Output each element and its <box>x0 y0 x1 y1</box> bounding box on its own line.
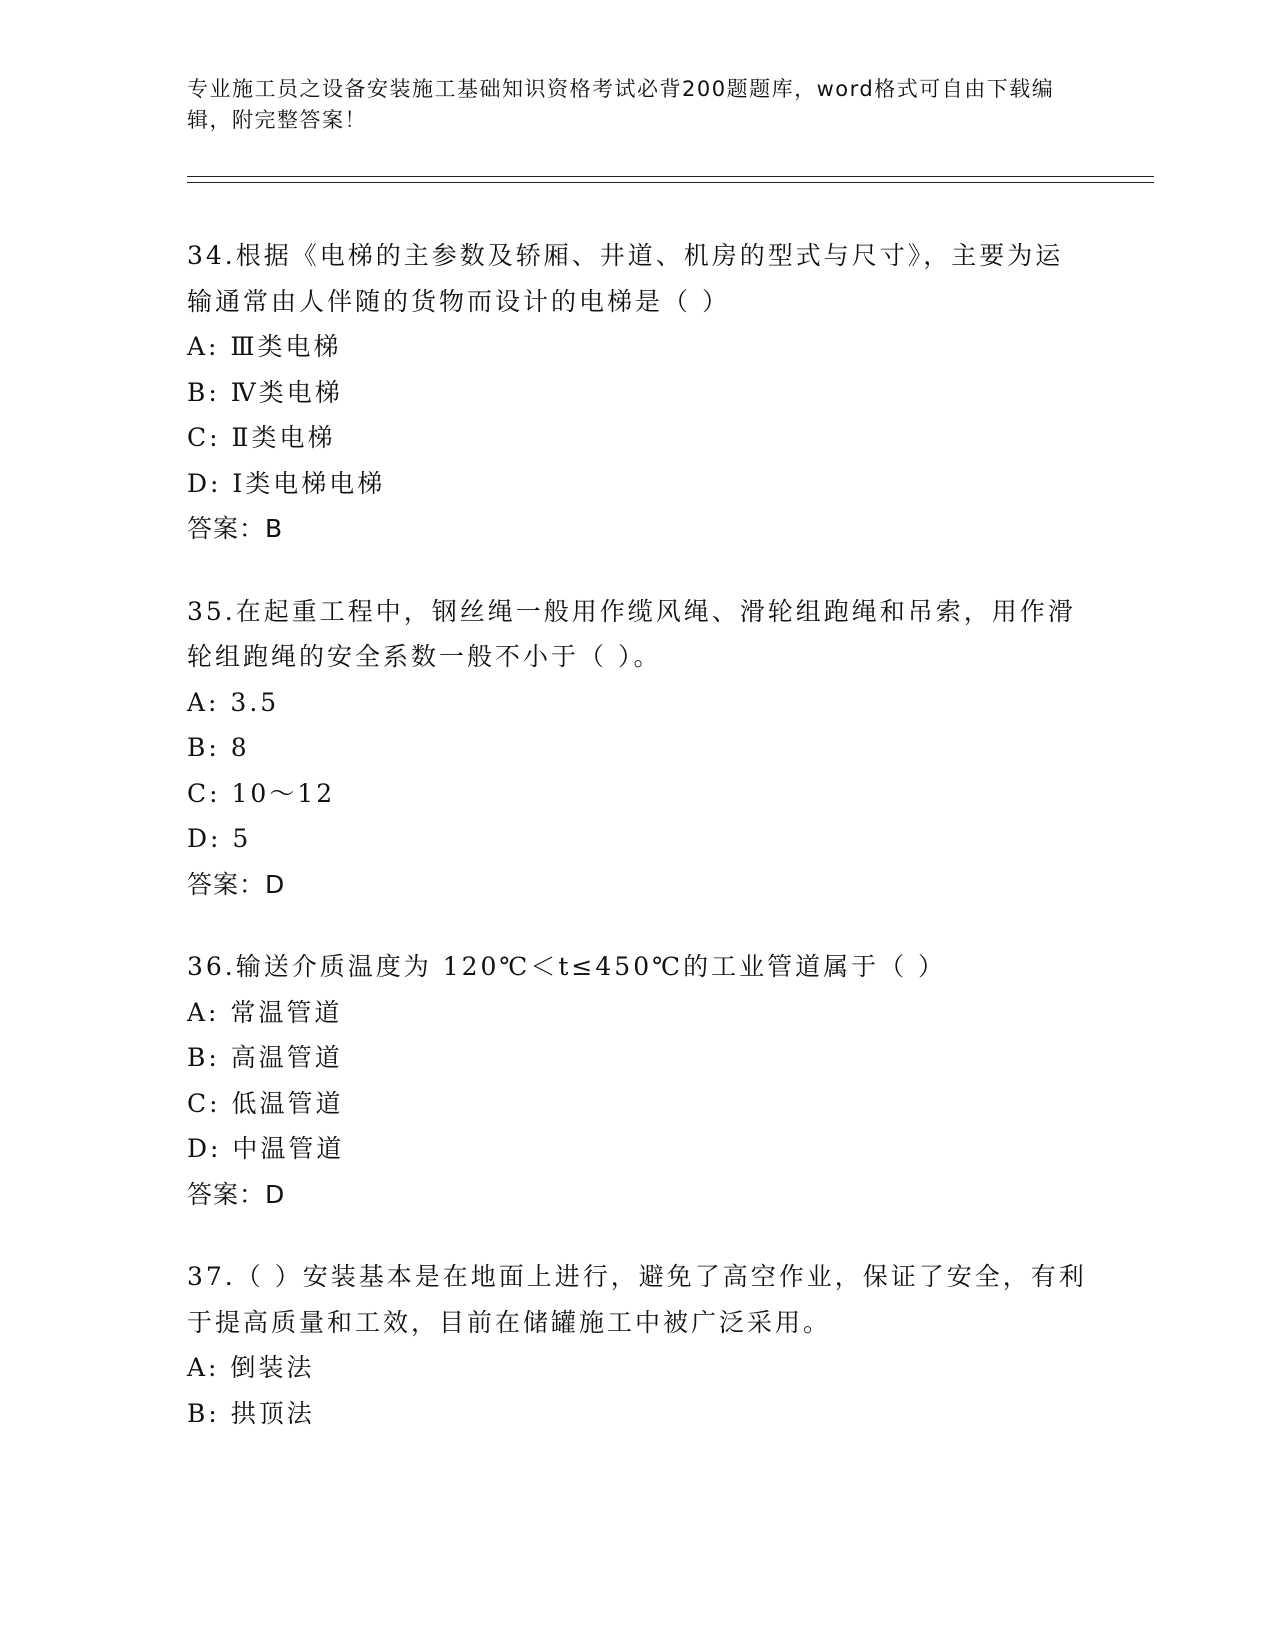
option-d: D: 中温管道 <box>187 1134 345 1163</box>
question-34 <box>187 233 1087 552</box>
question-36 <box>187 944 1087 1217</box>
question-35 <box>187 589 1087 908</box>
option-a: A: 3.5 <box>187 687 280 717</box>
answer: 答案：D <box>187 1179 286 1209</box>
question-stem: 35.在起重工程中，钢丝绳一般用作缆风绳、滑轮组跑绳和吊索，用作滑轮组跑绳的安全系数一般不小于（ ）。 <box>187 596 1076 671</box>
answer: 答案：B <box>187 514 284 543</box>
option-d: D: Ⅰ类电梯电梯 <box>187 468 386 498</box>
question-list <box>187 233 1087 1473</box>
question-stem: 36.输送介质温度为 120℃＜t≤450℃的工业管道属于（ ） <box>187 952 947 981</box>
option-a: A: 倒装法 <box>187 1353 315 1382</box>
option-c: C: 10～12 <box>187 778 336 808</box>
option-a: A: Ⅲ类电梯 <box>187 332 342 361</box>
document-header: 专业施工员之设备安装施工基础知识资格考试必背200题题库，word格式可自由下载编辑，附完整答案！ <box>187 77 1055 132</box>
header-divider-bottom <box>187 182 1154 183</box>
answer: 答案：D <box>187 869 286 899</box>
question-stem: 34.根据《电梯的主参数及轿厢、井道、机房的型式与尺寸》，主要为运输通常由人伴随的货物而设计的电梯是（ ） <box>187 241 1064 316</box>
option-b: B: 8 <box>187 733 250 762</box>
header-divider-top <box>187 176 1154 177</box>
option-b: B: 拱顶法 <box>187 1398 315 1428</box>
question-stem: 37.（ ）安装基本是在地面上进行，避免了高空作业，保证了安全，有利于提高质量和工效，目前在储罐施工中被广泛采用。 <box>187 1262 1087 1337</box>
option-d: D: 5 <box>187 824 252 853</box>
option-c: C: 低温管道 <box>187 1088 344 1118</box>
option-a: A: 常温管道 <box>187 997 343 1027</box>
question-37 <box>187 1254 1087 1436</box>
option-b: B: Ⅳ类电梯 <box>187 377 343 407</box>
option-c: C: Ⅱ类电梯 <box>187 423 336 452</box>
option-b: B: 高温管道 <box>187 1043 343 1072</box>
